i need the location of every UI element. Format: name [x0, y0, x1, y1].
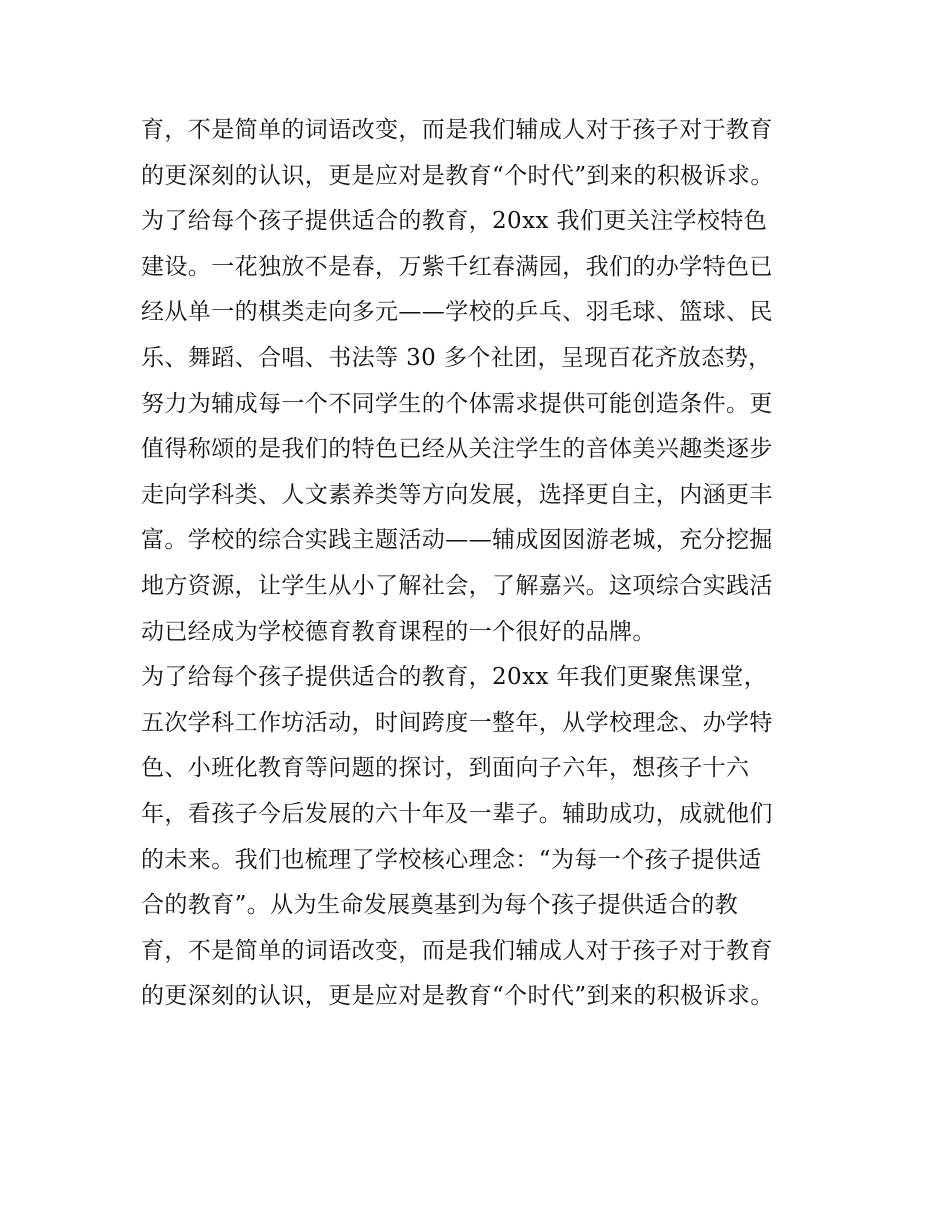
- text-line: 育，不是简单的词语改变，而是我们辅成人对于孩子对于教育: [141, 117, 773, 143]
- text-line: 色、小班化教育等问题的探讨，到面向子六年，想孩子十六: [141, 755, 750, 782]
- text-line: 努力为辅成每一个不同学生的个体需求提供可能创造条件。更: [141, 390, 773, 417]
- text-line: 年，看孩子今后发展的六十年及一辈子。辅助成功，成就他们: [141, 800, 773, 827]
- text-line: 动已经成为学校德育教育课程的一个很好的品牌。: [141, 618, 656, 645]
- text-line: 建设。一花独放不是春，万紫千红春满园，我们的办学特色已: [141, 253, 773, 280]
- text-line: 合的教育”。从为生命发展奠基到为每个孩子提供适合的教: [141, 892, 739, 919]
- text-line: 乐、舞蹈、合唱、书法等 30 多个社团，呈现百花齐放态势，: [141, 344, 772, 371]
- text-line: 走向学科类、人文素养类等方向发展，选择更自主，内涵更丰: [141, 481, 773, 508]
- text-line: 五次学科工作坊活动，时间跨度一整年，从学校理念、办学特: [141, 709, 773, 736]
- text-line: 为了给每个孩子提供适合的教育，20xx 我们更关注学校特色: [141, 208, 768, 235]
- text-line: 经从单一的棋类走向多元——学校的乒乓、羽毛球、篮球、民: [141, 299, 773, 326]
- text-line: 的更深刻的认识，更是应对是教育“个时代”到来的积极诉求。: [141, 162, 774, 189]
- text-line: 为了给每个孩子提供适合的教育，20xx 年我们更聚焦课堂，: [141, 664, 768, 691]
- text-line: 育，不是简单的词语改变，而是我们辅成人对于孩子对于教育: [141, 937, 773, 964]
- text-line: 值得称颂的是我们的特色已经从关注学生的音体美兴趣类逐步: [141, 436, 773, 463]
- text-line: 地方资源，让学生从小了解社会，了解嘉兴。这项综合实践活: [141, 572, 773, 599]
- text-line: 富。学校的综合实践主题活动——辅成囡囡游老城，充分挖掘: [141, 527, 773, 554]
- text-line: 的未来。我们也梳理了学校核心理念：“为每一个孩子提供适: [141, 846, 762, 873]
- body-text: [141, 108, 831, 1020]
- text-line: 的更深刻的认识，更是应对是教育“个时代”到来的积极诉求。: [141, 983, 774, 1010]
